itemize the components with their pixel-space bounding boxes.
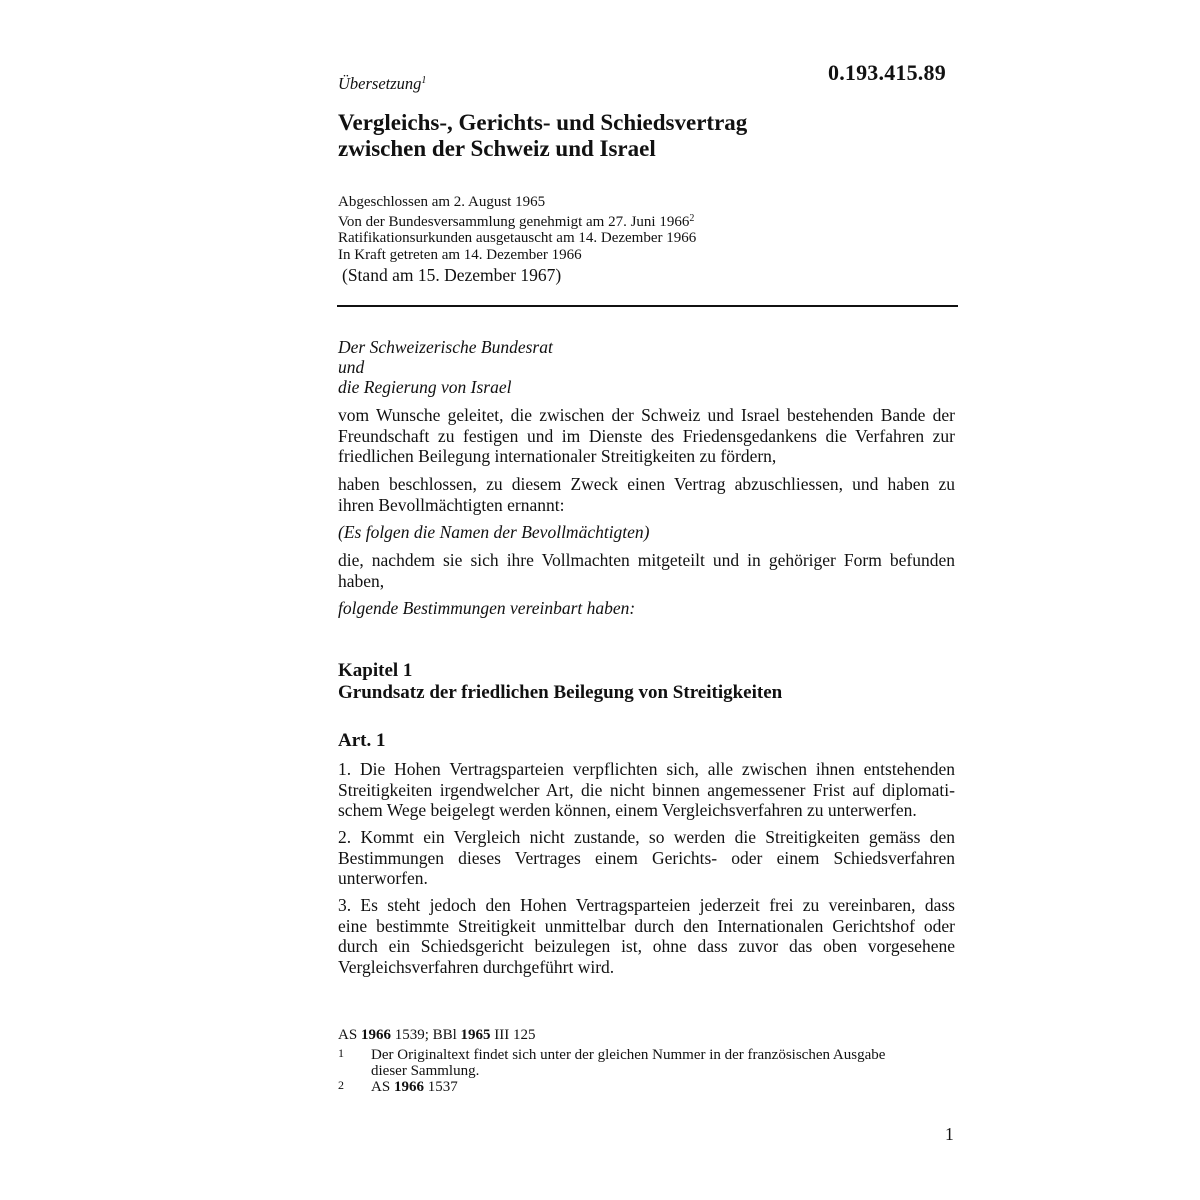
text-line: 2. Kommt ein Vergleich nicht zustande, so werden die Streitigkeiten gemäss den bbox=[338, 827, 955, 847]
chapter-number: Kapitel 1 bbox=[338, 660, 413, 681]
header-divider bbox=[337, 305, 958, 307]
text-line: schem Wege beigelegt werden können, einem Vergleichsverfahren zu unterwerfen. bbox=[338, 800, 917, 820]
document-metadata bbox=[338, 194, 696, 263]
meta-concluded: Abgeschlossen am 2. August 1965 bbox=[338, 194, 546, 210]
text-line: ihren Bevollmächtigten ernannt: bbox=[338, 494, 565, 515]
text-line: die, nachdem sie sich ihre Vollmachten mitgeteilt und in gehöriger Form befunden bbox=[338, 550, 955, 570]
text-line: eine bestimmte Streitigkeit unmittelbar durch den Internationalen Gerichtshof oder bbox=[338, 915, 955, 936]
sr-number: 0.193.415.89 bbox=[828, 60, 946, 85]
preamble-paragraph-2 bbox=[338, 474, 955, 515]
text-line: vom Wunsche geleitet, die zwischen der Schweiz und Israel bestehenden Bande der bbox=[338, 405, 955, 425]
preamble-and: und bbox=[338, 357, 365, 377]
translation-label: Übersetzung$^1$ bbox=[338, 74, 427, 93]
footnote-2: AS 1966 1537 bbox=[371, 1079, 458, 1095]
text-line: 1. Die Hohen Vertragsparteien verpflichten sich, alle zwischen ihnen entstehenden bbox=[338, 759, 955, 779]
text-line: 3. Es steht jedoch den Hohen Vertragsparteien jederzeit frei zu vereinbaren, dass bbox=[338, 895, 955, 915]
text-line: Streitigkeiten irgendwelcher Art, die nicht binnen angemessener Frist auf diplomati- bbox=[338, 779, 955, 800]
text-line: friedlichen Beilegung internationaler Streitigkeiten zu fördern, bbox=[338, 446, 777, 466]
text-line: Der Originaltext findet sich unter der gleichen Nummer in der französischen Ausgabe bbox=[371, 1047, 886, 1063]
text-line: haben beschlossen, zu diesem Zweck einen Vertrag abzuschliessen, und haben zu bbox=[338, 474, 955, 494]
text-line: Vergleichsverfahren durchgeführt wird. bbox=[338, 956, 615, 977]
document-title bbox=[338, 110, 747, 162]
text-line: Freundschaft zu festigen und im Dienste des Friedensgedankens die Verfahren zur bbox=[338, 425, 955, 446]
meta-in-force: In Kraft getreten am 14. Dezember 1966 bbox=[338, 246, 582, 263]
page-number: 1 bbox=[945, 1124, 954, 1144]
footnote-2-number: 2 bbox=[338, 1078, 344, 1092]
title-line: zwischen der Schweiz und Israel bbox=[338, 136, 656, 161]
meta-ratification: Ratifikationsurkunden ausgetauscht am 14. Dezember 1966 bbox=[338, 230, 697, 246]
article-heading: Art. 1 bbox=[338, 730, 386, 751]
article-section-3 bbox=[338, 895, 955, 977]
preamble-paragraph-1 bbox=[338, 405, 955, 467]
footnote-1-number: 1 bbox=[338, 1046, 344, 1060]
text-line: durch ein Schiedsgericht beizulegen ist, ohne dass zuvor das oben vorgesehene bbox=[338, 936, 955, 956]
status-date: (Stand am 15. Dezember 1967) bbox=[342, 265, 562, 285]
text-line: unterworfen. bbox=[338, 868, 428, 888]
preamble-party-1: Der Schweizerische Bundesrat bbox=[338, 337, 553, 357]
source-reference: AS 1966 1539; BBl 1965 III 125 bbox=[338, 1027, 536, 1043]
text-line: Bestimmungen dieses Vertrages einem Gerichts- oder einem Schiedsverfahren bbox=[338, 847, 955, 868]
text-line: haben, bbox=[338, 570, 385, 591]
preamble-paragraph-3 bbox=[338, 550, 955, 591]
footnote-ref-1[interactable]: 1 bbox=[421, 75, 427, 86]
plenipotentiaries-note: (Es folgen die Namen der Bevollmächtigten) bbox=[338, 522, 650, 542]
footnote-1 bbox=[371, 1048, 961, 1079]
article-section-1 bbox=[338, 759, 955, 821]
chapter-heading bbox=[338, 660, 782, 704]
preamble-party-2: die Regierung von Israel bbox=[338, 377, 512, 397]
chapter-title: Grundsatz der friedlichen Beilegung von Streitigkeiten bbox=[338, 682, 783, 703]
title-line: Vergleichs-, Gerichts- und Schiedsvertrag bbox=[338, 110, 748, 135]
preamble-agreed: folgende Bestimmungen vereinbart haben: bbox=[338, 598, 636, 618]
meta-approved: Von der Bundesversammlung genehmigt am 27. Juni 1966$^2$ bbox=[338, 212, 695, 230]
article-section-2 bbox=[338, 827, 955, 889]
footnote-ref-2[interactable]: 2 bbox=[689, 212, 695, 224]
text-line: dieser Sammlung. bbox=[371, 1062, 480, 1079]
